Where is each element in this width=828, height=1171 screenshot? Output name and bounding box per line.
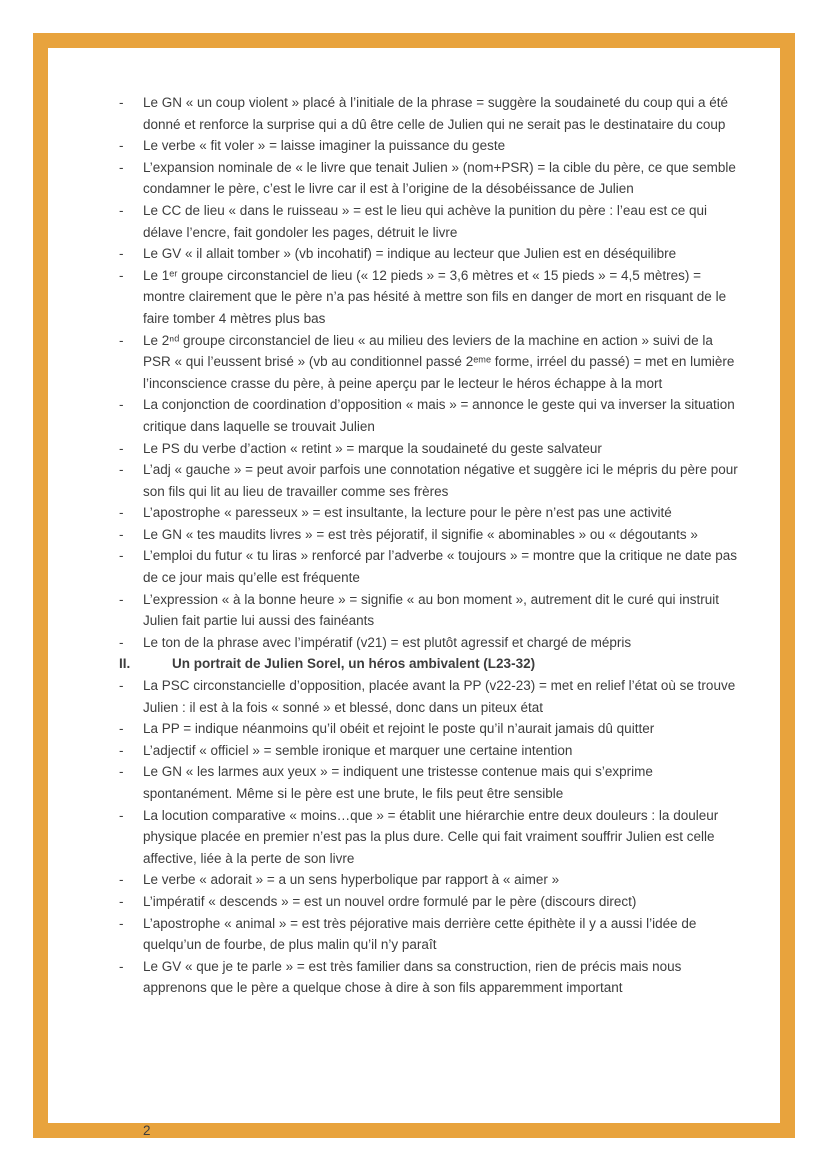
bullet-dash: - [119, 721, 124, 737]
list-item [119, 243, 740, 265]
heading-text: Un portrait de Julien Sorel, un héros ambivalent (L23-32) [172, 656, 536, 672]
list-item [119, 459, 740, 502]
list-item-text: Le GN « un coup violent » placé à l’initiale de la phrase = suggère la soudaineté du coup qui a été donné et renforce la surprise qui a dû être celle de Julien qui ne serait pas le destinataire du coup [143, 95, 729, 132]
bullet-dash: - [119, 505, 124, 521]
list-item-text: L’apostrophe « animal » = est très péjorative mais derrière cette épithète il y a aussi l’idée de quelqu’un de fourbe, de plus malin qu’il n’y paraît [143, 915, 697, 953]
bullet-dash: - [119, 138, 124, 154]
list-item-text: L’impératif « descends » = est un nouvel ordre formulé par le père (discours direct) [143, 893, 637, 909]
bullet-dash: - [119, 462, 124, 478]
list-item [119, 200, 740, 243]
list-item [119, 157, 740, 200]
list-item [119, 891, 740, 913]
list-item [119, 869, 740, 891]
bullet-dash: - [119, 764, 124, 780]
list-item-text: La locution comparative « moins…que » = établit une hiérarchie entre deux douleurs : la douleur physique placée en premier n’est pas la plus dure. Celle qui fait vraiment souffrir Julien est celle affective, liée à la perte de son livre [143, 807, 719, 866]
list-item [119, 92, 740, 135]
page-number: 2 [143, 1123, 151, 1138]
bullet-dash: - [119, 95, 124, 110]
list-item [119, 524, 740, 546]
bullet-dash: - [119, 915, 124, 931]
page-border-frame [33, 33, 795, 1138]
list-item-text: La PP = indique néanmoins qu’il obéit et rejoint le poste qu’il n’aurait jamais dû quitter [143, 721, 655, 737]
list-item-text: Le verbe « fit voler » = laisse imaginer la puissance du geste [143, 138, 506, 154]
bullet-dash: - [119, 807, 124, 823]
list-item-text: L’adjectif « officiel » = semble ironique et marquer une certaine intention [143, 742, 573, 758]
bullet-dash: - [119, 440, 124, 456]
list-item-text: L’adj « gauche » = peut avoir parfois une connotation négative et suggère ici le mépris du père pour son fils qui lit au lieu de travailler comme ses frères [143, 462, 738, 499]
bullet-dash: - [119, 332, 124, 348]
list-item-text: Le 2ⁿᵈ groupe circonstanciel de lieu « au milieu des leviers de la machine en action » suivi de la PSR « qui l’eussent brisé » (vb au conditionnel passé 2ᵉᵐᵉ forme, irréel du passé) = met en lumière l’inconscience crasse du père, à peine aperçu par le lecteur le héros échappe à la mort [143, 332, 735, 391]
bullet-dash: - [119, 634, 124, 650]
list-item-text: Le verbe « adorait » = a un sens hyperbolique par rapport à « aimer » [143, 872, 560, 888]
bullet-dash: - [119, 267, 124, 283]
list-item-text: L’expansion nominale de « le livre que tenait Julien » (nom+PSR) = la cible du père, ce que semble condamner le père, c’est le livre car il est à l’origine de la désobéissance de Julien [143, 159, 736, 197]
list-item-text: Le GV « il allait tomber » (vb incohatif) = indique au lecteur que Julien est en déséquilibre [143, 246, 677, 262]
list-item [119, 545, 740, 588]
list-item [119, 956, 740, 999]
bullet-dash: - [119, 893, 124, 909]
bullet-dash: - [119, 159, 124, 175]
document-body [48, 48, 780, 1123]
bullet-dash: - [119, 202, 124, 218]
list-item [119, 502, 740, 524]
list-item-text: Le 1ᵉʳ groupe circonstanciel de lieu (« 12 pieds » = 3,6 mètres et « 15 pieds » = 4,5 mètres) = montre clairement que le père n’a pas hésité à mettre son fils en danger de mort en risquant de le faire tomber 4 mètres plus bas [143, 267, 727, 326]
list-item [119, 330, 740, 395]
list-item-text: Le GV « que je te parle » = est très familier dans sa construction, rien de précis mais nous apprenons que le père a quelque chose à dire à son fils apparemment important [143, 958, 682, 996]
list-item-text: Le ton de la phrase avec l’impératif (v21) = est plutôt agressif et chargé de mépris [143, 634, 632, 650]
bullet-dash: - [119, 246, 124, 262]
bullet-dash: - [119, 872, 124, 888]
list-item-text: La conjonction de coordination d’opposition « mais » = annonce le geste qui va inverser la situation critique dans laquelle se trouvait Julien [143, 397, 735, 434]
list-item-text: L’expression « à la bonne heure » = signifie « au bon moment », autrement dit le curé qui instruit Julien fait partie lui aussi des fainéants [143, 591, 719, 629]
heading-number: II. [119, 656, 131, 672]
list-item [119, 394, 740, 437]
list-item [119, 718, 740, 740]
section-heading [119, 653, 740, 675]
list-item [119, 805, 740, 870]
list-item-text: Le GN « les larmes aux yeux » = indiquent une tristesse contenue mais qui s’exprime spontanément. Même si le père est une brute, le fils peut être sensible [143, 764, 653, 801]
list-item-text: La PSC circonstancielle d’opposition, placée avant la PP (v22-23) = met en relief l’état où se trouve Julien : il est à la fois « sonné » et blessé, donc dans un piteux état [143, 678, 736, 715]
list-item [119, 761, 740, 804]
bullet-dash: - [119, 591, 124, 607]
bullet-dash: - [119, 742, 124, 758]
bullet-dash: - [119, 958, 124, 974]
list-item [119, 589, 740, 632]
bullet-dash: - [119, 678, 124, 694]
list-item-text: Le CC de lieu « dans le ruisseau » = est le lieu qui achève la punition du père : l’eau est ce qui délave l’encre, fait gondoler les pages, détruit le livre [143, 202, 707, 240]
list-item [119, 632, 740, 654]
list-item [119, 740, 740, 762]
list-item-text: Le GN « tes maudits livres » = est très péjoratif, il signifie « abominables » ou « dégoutants » [143, 526, 698, 542]
list-item-text: L’apostrophe « paresseux » = est insultante, la lecture pour le père n’est pas une activité [143, 505, 672, 521]
bullet-dash: - [119, 526, 124, 542]
list-item-text: Le PS du verbe d’action « retint » = marque la soudaineté du geste salvateur [143, 440, 602, 456]
list-item [119, 265, 740, 330]
bullet-dash: - [119, 397, 124, 413]
bullet-dash: - [119, 548, 124, 564]
list-item [119, 438, 740, 460]
list-item-text: L’emploi du futur « tu liras » renforcé par l’adverbe « toujours » = montre que la critique ne date pas de ce jour mais qu’elle est fréquente [143, 548, 737, 586]
list-item [119, 135, 740, 157]
list-item [119, 913, 740, 956]
list-item [119, 675, 740, 718]
